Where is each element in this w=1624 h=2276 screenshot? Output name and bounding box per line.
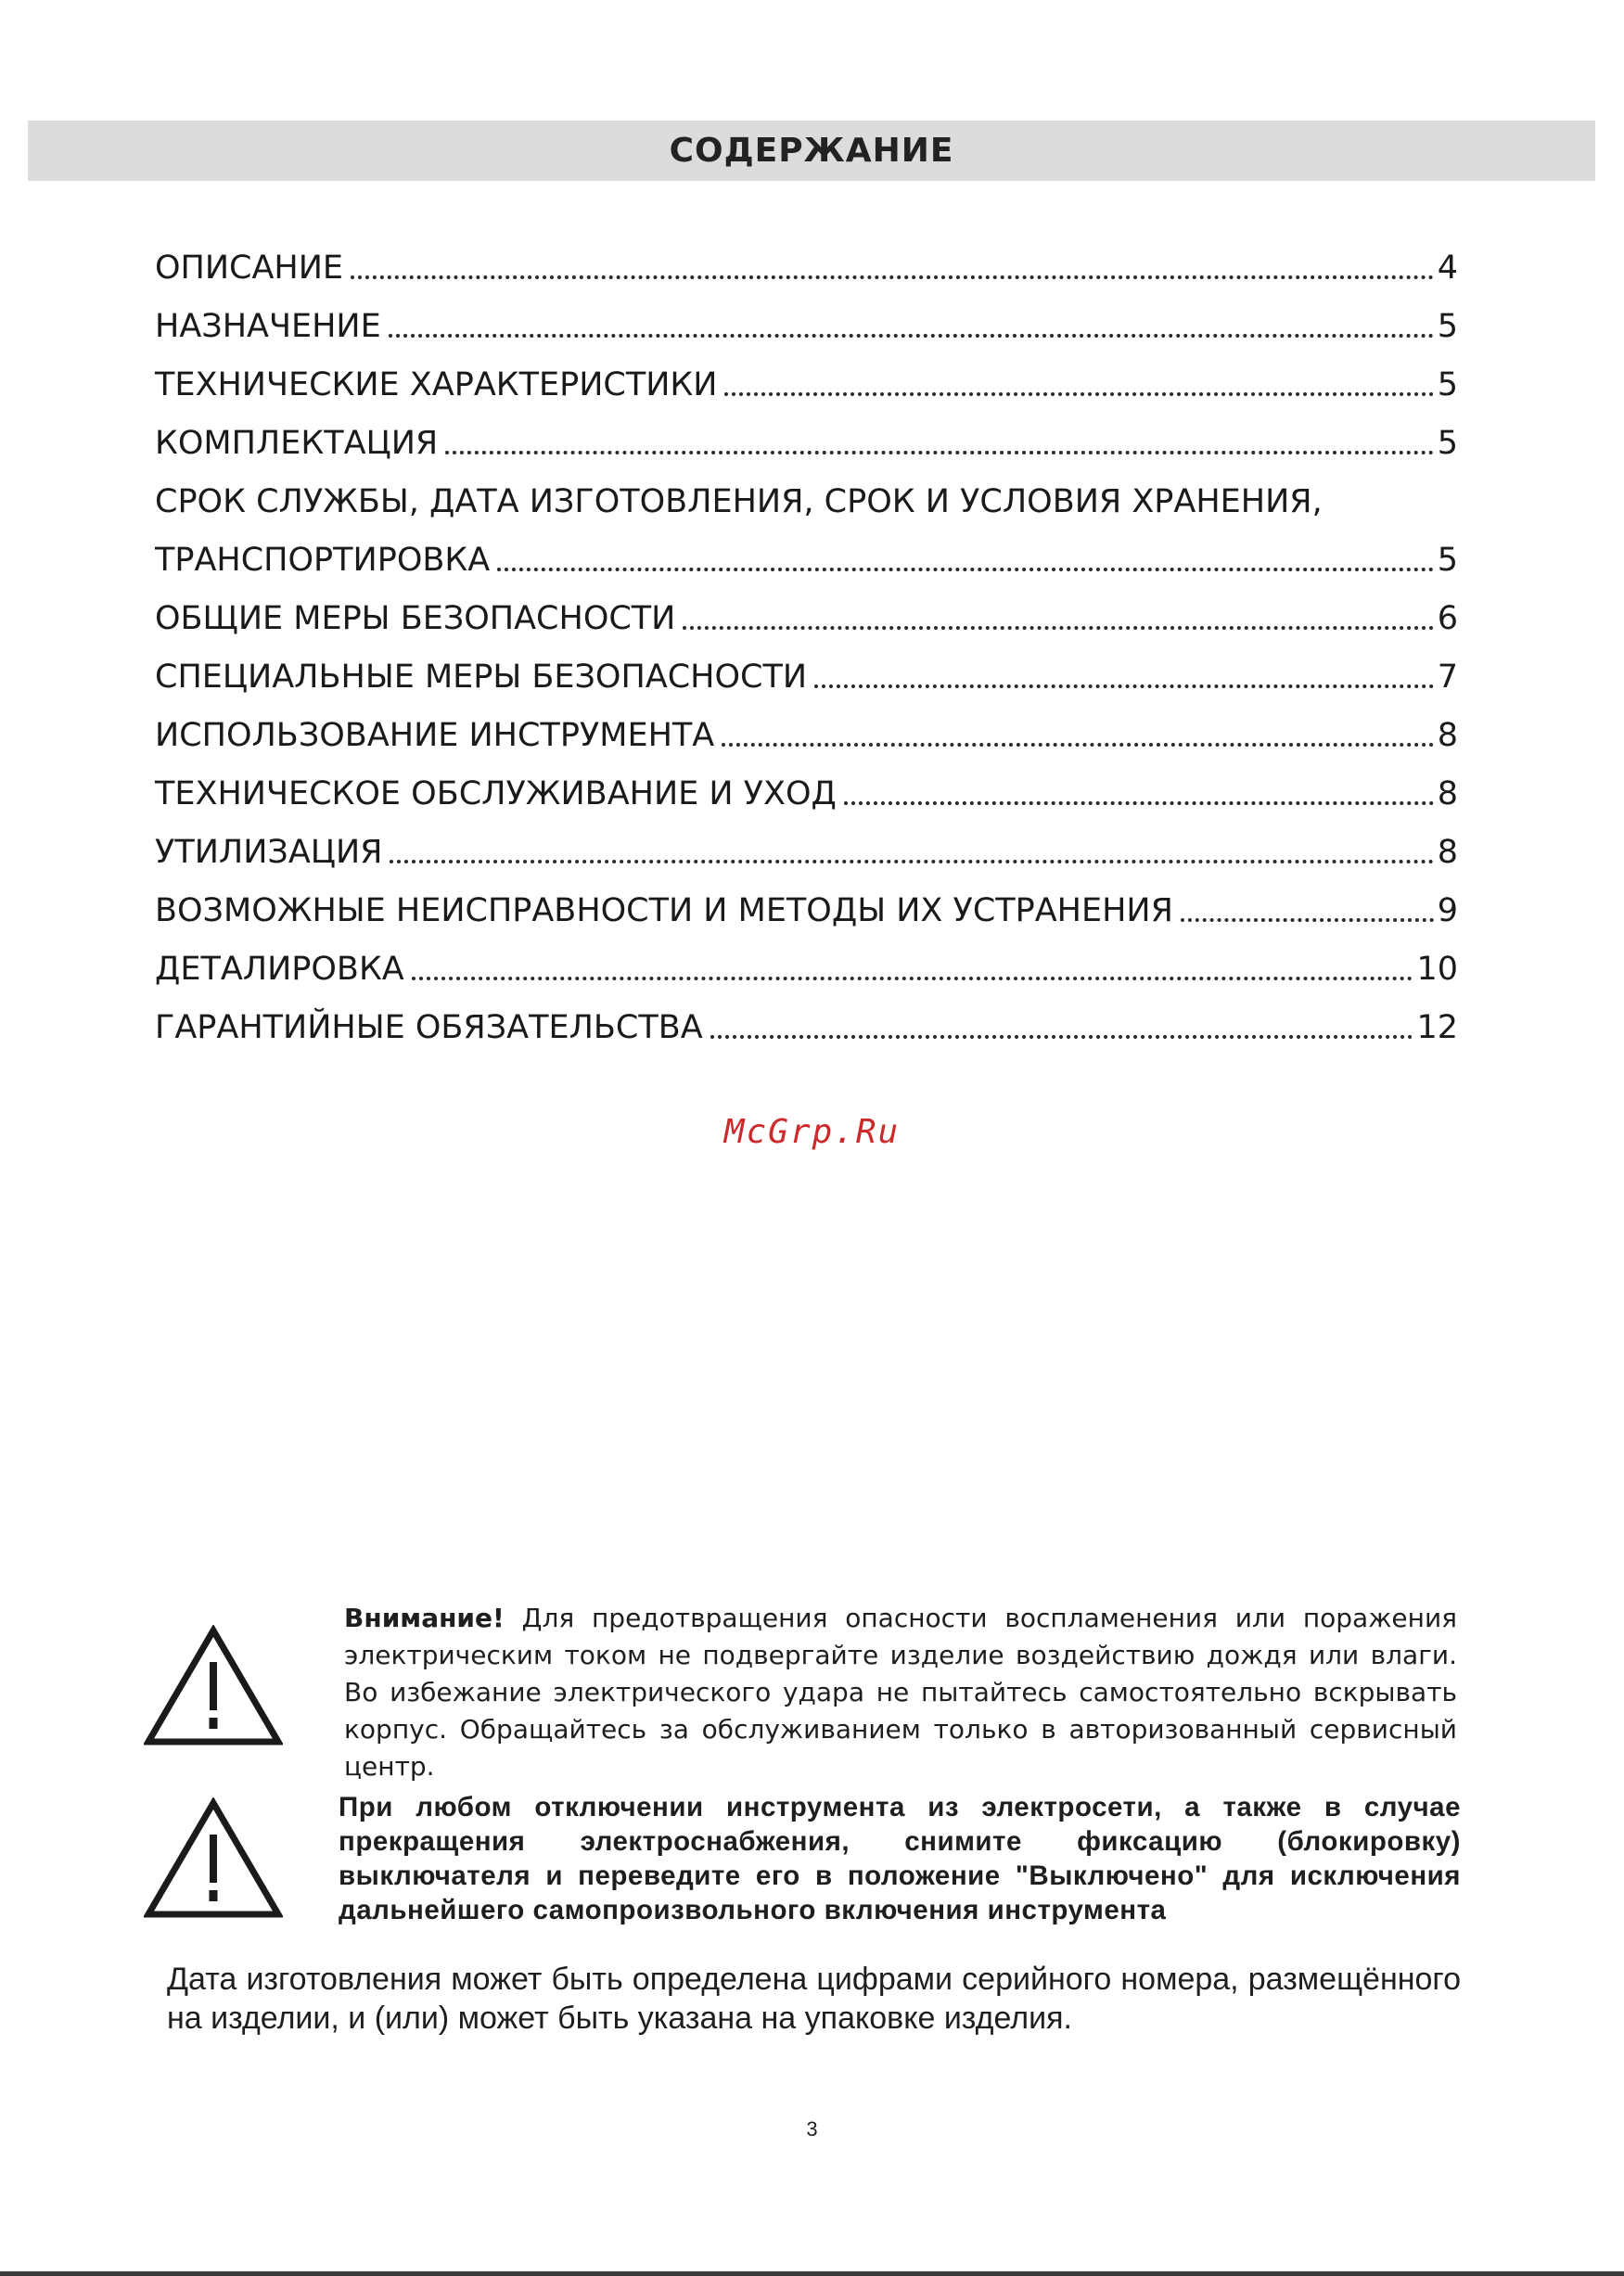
toc-item-page: 4 (1437, 249, 1458, 287)
toc-leader-dots (389, 334, 1434, 338)
toc-leader-dots (683, 626, 1433, 630)
bottom-divider (0, 2271, 1624, 2276)
toc-item-page: 7 (1437, 659, 1458, 696)
toc-item-special-safety[interactable] (155, 641, 1458, 699)
warning-triangle-icon (144, 1797, 283, 1920)
toc-item-page: 8 (1437, 834, 1458, 871)
toc-item-label: ОПИСАНИЕ (155, 249, 344, 287)
toc-item-service-life[interactable] (155, 466, 1458, 524)
toc-item-label: ИСПОЛЬЗОВАНИЕ ИНСТРУМЕНТА (155, 717, 715, 754)
toc-item-label: ТЕХНИЧЕСКОЕ ОБСЛУЖИВАНИЕ И УХОД (155, 775, 837, 812)
toc-item-purpose[interactable] (155, 290, 1458, 349)
toc-item-general-safety[interactable] (155, 582, 1458, 641)
toc-item-page: 5 (1437, 308, 1458, 345)
warning-lead: Внимание! (344, 1603, 505, 1633)
toc-item-label: СРОК СЛУЖБЫ, ДАТА ИЗГОТОВЛЕНИЯ, СРОК И УСЛОВИЯ ХРАНЕНИЯ, (155, 483, 1323, 520)
toc-item-page: 6 (1437, 600, 1458, 637)
toc-leader-dots (724, 392, 1433, 396)
toc-item-page: 5 (1437, 425, 1458, 462)
toc-item-label: ГАРАНТИЙНЫЕ ОБЯЗАТЕЛЬСТВА (155, 1009, 703, 1046)
toc-leader-dots (412, 977, 1413, 980)
toc-item-page: 8 (1437, 717, 1458, 754)
toc-leader-dots (390, 860, 1433, 863)
page-title: СОДЕРЖАНИЕ (669, 132, 954, 170)
toc-item-label: ОБЩИЕ МЕРЫ БЕЗОПАСНОСТИ (155, 600, 676, 637)
toc-item-label: ДЕТАЛИРОВКА (155, 951, 404, 988)
toc-leader-dots (497, 568, 1434, 571)
toc-item-tool-usage[interactable] (155, 699, 1458, 758)
toc-item-page: 5 (1437, 366, 1458, 403)
toc-item-label: СПЕЦИАЛЬНЫЕ МЕРЫ БЕЗОПАСНОСТИ (155, 659, 808, 696)
toc-item-maintenance[interactable] (155, 758, 1458, 816)
toc-item-label: ВОЗМОЖНЫЕ НЕИСПРАВНОСТИ И МЕТОДЫ ИХ УСТРАНЕНИЯ (155, 892, 1173, 929)
toc-leader-dots (445, 451, 1434, 454)
toc-item-page: 9 (1437, 892, 1458, 929)
toc-item-description[interactable] (155, 232, 1458, 290)
toc-item-warranty[interactable] (155, 991, 1458, 1050)
title-bar (28, 121, 1595, 181)
toc-item-specifications[interactable] (155, 349, 1458, 407)
toc-item-transportation[interactable] (155, 524, 1458, 582)
toc-item-page: 8 (1437, 775, 1458, 812)
toc-leader-dots (1181, 918, 1434, 922)
watermark[interactable]: McGrp.Ru (723, 1113, 901, 1151)
table-of-contents (155, 232, 1458, 1050)
toc-leader-dots (844, 801, 1434, 805)
toc-item-page: 5 (1437, 542, 1458, 579)
warning-electric-shock (344, 1600, 1457, 1785)
warning-triangle-icon (144, 1625, 283, 1747)
page-number: 3 (806, 2117, 818, 2141)
toc-item-page: 10 (1416, 951, 1458, 988)
toc-item-label: ТЕХНИЧЕСКИЕ ХАРАКТЕРИСТИКИ (155, 366, 718, 403)
toc-leader-dots (814, 684, 1434, 688)
toc-item-label: КОМПЛЕКТАЦИЯ (155, 425, 439, 462)
warning-body: Для предотвращения опасности воспламенения или поражения электрическим током не подвергайте изделие воздействию дождя или влаги. Во избежание электрического удара не пытайтесь самостоятельно вскрывать корпус. Обращайтесь за обслуживанием только в авторизованный сервисный центр. (344, 1603, 1457, 1782)
warning-switch-lock: При любом отключении инструмента из электросети, а также в случае прекращения электроснабжения, снимите фиксацию (блокировку) выключателя и переведите его в положение "Выключено" для исключения дальнейшего самопроизвольного включения инструмента (339, 1792, 1461, 1925)
toc-item-page: 12 (1416, 1009, 1458, 1046)
toc-item-label: ТРАНСПОРТИРОВКА (155, 542, 491, 579)
toc-item-disposal[interactable] (155, 816, 1458, 875)
toc-item-label: УТИЛИЗАЦИЯ (155, 834, 383, 871)
manufacture-date-note: Дата изготовления может быть определена цифрами серийного номера, размещённого на изделии, и (или) может быть указана на упаковке изделия. (167, 1962, 1461, 2036)
toc-item-package-contents[interactable] (155, 407, 1458, 466)
toc-item-troubleshooting[interactable] (155, 875, 1458, 933)
toc-item-label: НАЗНАЧЕНИЕ (155, 308, 381, 345)
toc-leader-dots (722, 743, 1434, 747)
toc-leader-dots (351, 275, 1434, 279)
toc-item-parts-list[interactable] (155, 933, 1458, 991)
toc-leader-dots (710, 1035, 1413, 1039)
